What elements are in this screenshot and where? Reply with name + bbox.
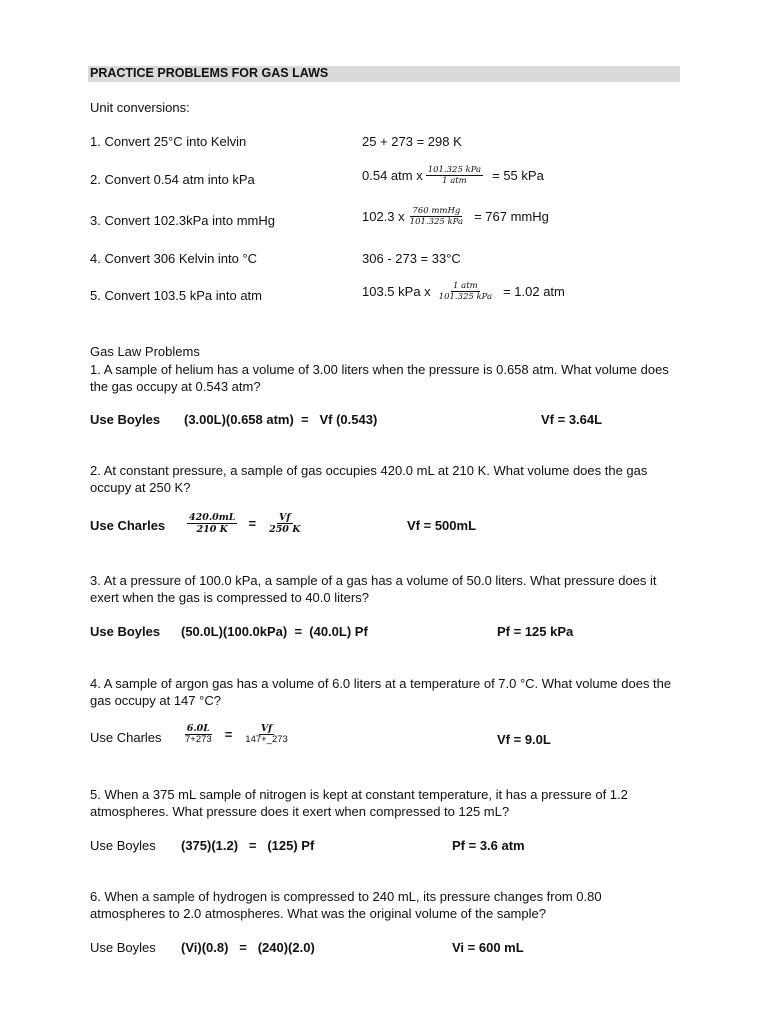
page-title: PRACTICE PROBLEMS FOR GAS LAWS bbox=[90, 66, 329, 80]
unit-conversions-heading: Unit conversions: bbox=[90, 100, 190, 115]
gas-law-heading: Gas Law Problems bbox=[90, 344, 200, 359]
answer-prefix: 102.3 x bbox=[362, 209, 405, 224]
fraction-denominator: 1 atm bbox=[442, 176, 467, 186]
problem-text: 6. When a sample of hydrogen is compressed to 240 mL, its pressure changes from 0.80 atmospheres to 2.0 atmospheres. What was the original volume of the sample? bbox=[90, 889, 602, 921]
answer-result: = 55 kPa bbox=[492, 168, 544, 183]
title-bar bbox=[88, 66, 680, 82]
conversion-answer bbox=[362, 165, 544, 186]
answer: Vf = 3.64L bbox=[541, 412, 603, 427]
fraction bbox=[183, 724, 214, 745]
law-label: Use Boyles bbox=[90, 940, 156, 955]
fraction bbox=[267, 512, 302, 535]
problem-text: 2. At constant pressure, a sample of gas occupies 420.0 mL at 210 K. What volume does the gas occupy at 250 K? bbox=[90, 463, 648, 495]
fraction-numerator: 760 mmHg bbox=[412, 206, 461, 216]
fraction bbox=[187, 512, 237, 535]
equation: (375)(1.2) = (125) Pf bbox=[181, 838, 315, 853]
fraction-numerator: 420.0mL bbox=[189, 512, 236, 523]
conversion-answer: 306 - 273 = 33°C bbox=[362, 251, 461, 266]
law-label: Use Charles bbox=[90, 518, 166, 533]
problem-text: 5. When a 375 mL sample of nitrogen is kept at constant temperature, it has a pressure of 1.2 atmospheres. What pressure does it exert when compressed to 125 mL? bbox=[90, 787, 628, 819]
conversion-answer bbox=[362, 206, 549, 227]
equation: (Vi)(0.8) = (240)(2.0) bbox=[181, 940, 315, 955]
law-label: Use Charles bbox=[90, 730, 162, 745]
law-label: Use Boyles bbox=[90, 412, 161, 427]
answer-result: = 1.02 atm bbox=[503, 284, 565, 299]
conversion-question: 4. Convert 306 Kelvin into °C bbox=[90, 251, 258, 266]
equation: (50.0L)(100.0kPa) = (40.0L) Pf bbox=[181, 624, 368, 639]
answer: Pf = 125 kPa bbox=[497, 624, 574, 639]
equals-sign: = bbox=[248, 516, 257, 531]
answer-prefix: 0.54 atm x bbox=[362, 168, 423, 183]
answer: Vf = 500mL bbox=[407, 518, 477, 533]
problem-text: 1. A sample of helium has a volume of 3.00 liters when the pressure is 0.658 atm. What volume does the gas occupy at 0.543 atm? bbox=[90, 362, 669, 394]
law-label: Use Boyles bbox=[90, 624, 161, 639]
equals-sign: = bbox=[224, 727, 233, 742]
fraction-denominator: 101.325 kPa bbox=[438, 292, 493, 302]
answer-prefix: 103.5 kPa x bbox=[362, 284, 431, 299]
fraction-numerator: 101.325 kPa bbox=[427, 165, 482, 175]
answer: Pf = 3.6 atm bbox=[452, 838, 525, 853]
fraction-numerator: Vf bbox=[279, 512, 291, 523]
fraction-numerator: 1 atm bbox=[453, 281, 478, 291]
conversion-question: 3. Convert 102.3kPa into mmHg bbox=[90, 213, 275, 228]
fraction-denominator: 210 K bbox=[196, 524, 228, 535]
fraction bbox=[426, 165, 483, 186]
fraction bbox=[243, 724, 290, 745]
equation: (3.00L)(0.658 atm) = Vf (0.543) bbox=[184, 412, 378, 427]
fraction-denominator: 7+273 bbox=[185, 734, 212, 745]
fraction-denominator: 101.325 kPa bbox=[409, 217, 464, 227]
law-label: Use Boyles bbox=[90, 838, 156, 853]
conversion-question: 5. Convert 103.5 kPa into atm bbox=[90, 288, 262, 303]
problem-text: 3. At a pressure of 100.0 kPa, a sample of a gas has a volume of 50.0 liters. What pressure does it exert when the gas is compressed to 40.0 liters? bbox=[90, 573, 657, 605]
answer: Vf = 9.0L bbox=[497, 732, 551, 747]
fraction bbox=[437, 281, 494, 302]
conversion-answer: 25 + 273 = 298 K bbox=[362, 134, 462, 149]
conversion-answer bbox=[362, 281, 565, 302]
fraction-numerator: 6.0L bbox=[186, 723, 210, 734]
equation bbox=[180, 724, 293, 745]
answer: Vi = 600 mL bbox=[452, 940, 524, 955]
fraction-denominator: 250 K bbox=[269, 524, 301, 535]
fraction-numerator: Vf bbox=[260, 723, 273, 734]
fraction-denominator: 147+_273 bbox=[245, 734, 288, 745]
equation bbox=[184, 512, 305, 535]
conversion-question: 1. Convert 25°C into Kelvin bbox=[90, 134, 247, 149]
answer-result: = 767 mmHg bbox=[474, 209, 549, 224]
fraction bbox=[408, 206, 465, 227]
conversion-question: 2. Convert 0.54 atm into kPa bbox=[90, 172, 255, 187]
problem-text: 4. A sample of argon gas has a volume of 6.0 liters at a temperature of 7.0 °C. What volume does the gas occupy at 147 °C? bbox=[90, 676, 672, 708]
